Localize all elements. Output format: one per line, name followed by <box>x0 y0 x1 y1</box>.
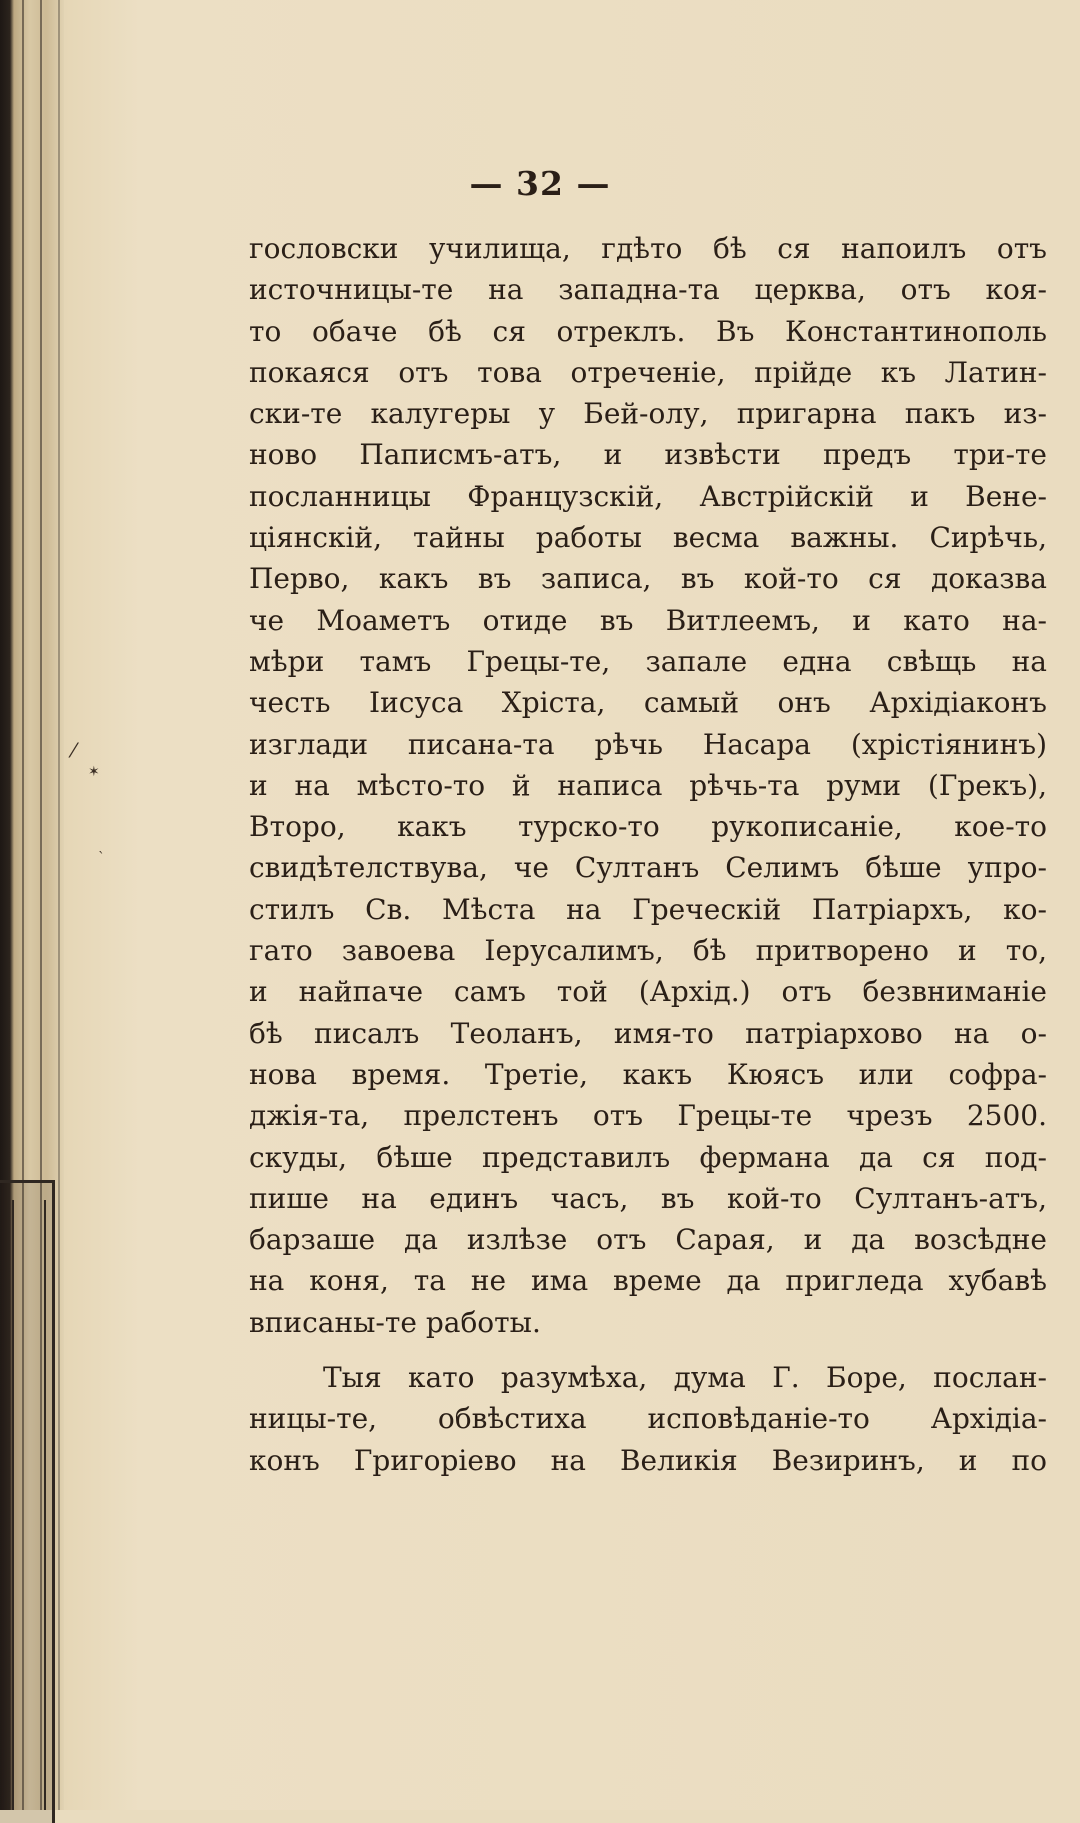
text-line: и на мѣсто-то й написа рѣчь-та руми (Грекъ), <box>249 768 1047 802</box>
text-line: че Моаметъ отиде въ Витлеемъ, и като на- <box>249 603 1047 637</box>
text-line: конъ Григоріево на Великія Везиринъ, и по <box>249 1443 1047 1477</box>
spine-edge-line <box>58 0 60 1810</box>
ink-speck: ˋ <box>98 850 105 866</box>
page-number: — 32 — <box>469 164 611 203</box>
text-line: на коня, та не има време да пригледа хубавѣ <box>249 1264 1047 1298</box>
text-line: Перво, какъ въ записа, въ кой-то ся доказва <box>249 562 1047 596</box>
text-line: Тыя като разумѣха, дума Г. Боре, послан- <box>323 1361 1047 1395</box>
text-line: бѣ писалъ Теоланъ, имя-то патріархово на о- <box>249 1016 1047 1050</box>
text-line: ціянскій, тайны работы весма важны. Сирѣчь, <box>249 521 1047 555</box>
text-line: то обаче бѣ ся отреклъ. Въ Константинополь <box>249 314 1047 348</box>
text-line: вписаны-те работы. <box>249 1305 541 1339</box>
text-line: честь Іисуса Хріста, самый онъ Архідіаконъ <box>249 686 1047 720</box>
ink-speck: ⁄ <box>72 738 76 762</box>
text-line: ски-те калугеры у Бей-олу, пригарна пакъ из- <box>249 397 1047 431</box>
text-line: гословски училища, гдѣто бѣ ся напоилъ отъ <box>249 232 1047 265</box>
ink-speck: ✶ <box>88 764 100 780</box>
text-line: джія-та, прелстенъ отъ Грецы-те чрезъ 2500. <box>249 1099 1047 1133</box>
text-line: пише на единъ часъ, въ кой-то Султанъ-атъ, <box>249 1181 1047 1215</box>
paragraph-gap <box>249 1343 1047 1357</box>
spine-binding-block <box>12 1200 46 1810</box>
text-line: ницы-те, обвѣстиха исповѣданіе-то Архідіа- <box>249 1402 1047 1436</box>
text-line: стилъ Св. Мѣста на Греческій Патріархъ, ко- <box>249 892 1047 926</box>
text-line: свидѣтелствува, че Султанъ Селимъ бѣше упро- <box>249 851 1047 885</box>
text-line: скуды, бѣше представилъ фермана да ся под- <box>249 1140 1047 1174</box>
text-line: мѣри тамъ Грецы-те, запале една свѣщь на <box>249 644 1047 678</box>
paragraph <box>249 1357 1047 1481</box>
text-line: Второ, какъ турско-то рукописаніе, кое-то <box>249 810 1047 844</box>
text-line: посланницы Французскій, Австрійскій и Вене- <box>249 479 1047 513</box>
paragraph <box>249 228 1047 1343</box>
text-line: барзаше да излѣзе отъ Сарая, и да возсѣдне <box>249 1223 1047 1257</box>
text-line: покаяся отъ това отреченіе, прійде къ Латин- <box>249 355 1047 389</box>
text-line: ново Паписмъ-атъ, и извѣсти предъ три-те <box>249 438 1047 472</box>
body-text <box>249 228 1047 1481</box>
text-line: изглади писана-та рѣчь Насара (хрістіянинъ) <box>249 727 1047 761</box>
text-line: гато завоева Іерусалимъ, бѣ притворено и то, <box>249 934 1047 968</box>
text-line: источницы-те на западна-та церква, отъ коя- <box>249 273 1047 307</box>
text-line: нова время. Третіе, какъ Кюясъ или софра- <box>249 1057 1047 1091</box>
text-line: и найпаче самъ той (Архід.) отъ безвниманіе <box>249 975 1047 1009</box>
